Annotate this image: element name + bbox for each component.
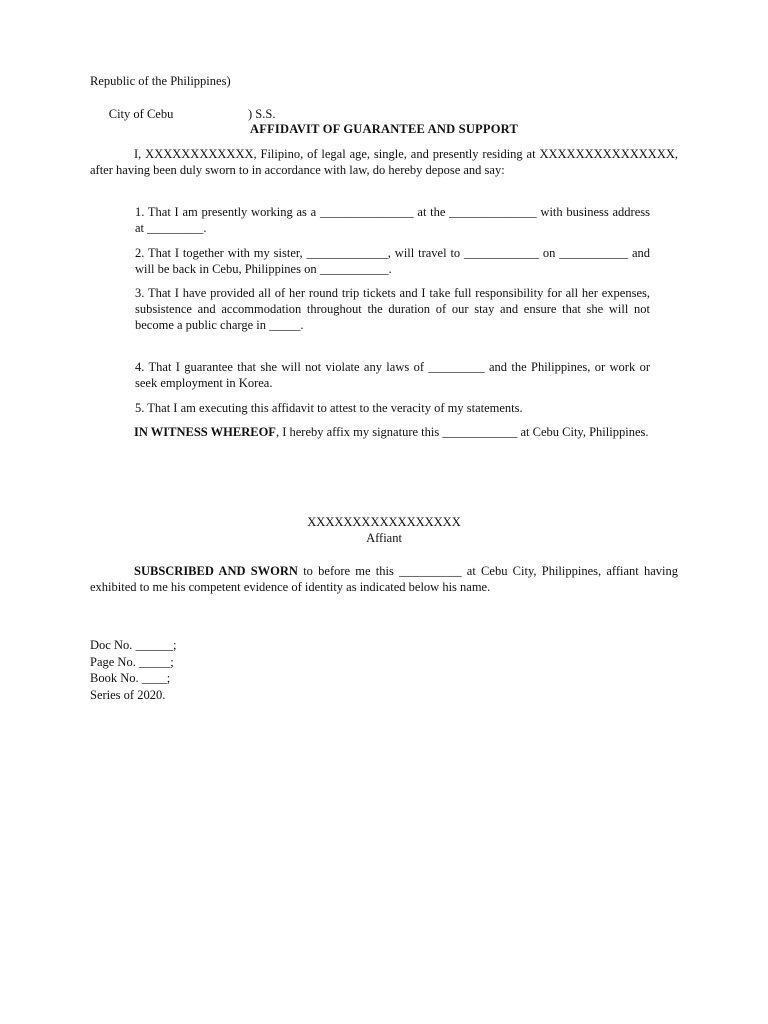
witness-paragraph — [90, 424, 678, 440]
document-title: AFFIDAVIT OF GUARANTEE AND SUPPORT — [250, 122, 518, 136]
statement-item-3: 3. That I have provided all of her round trip tickets and I take full responsibility for all her expenses, subsistence and accommodation throughout the duration of our stay and ensure that she will not become a public charge in _____. — [135, 286, 650, 332]
witness-heading: IN WITNESS WHEREOF — [134, 425, 276, 439]
notary-register-block — [90, 637, 390, 703]
venue-ss: ) S.S. — [248, 107, 276, 121]
venue-city: City of Cebu — [108, 107, 174, 121]
venue-republic: Republic of the Philippines) — [90, 74, 231, 88]
affiant-name: XXXXXXXXXXXXXXXXX — [307, 515, 461, 529]
statement-item-1: 1. That I am presently working as a _______________ at the ______________ with business address at _________. — [135, 205, 650, 235]
venue-block — [90, 73, 390, 121]
notary-page-no: Page No. _____; — [90, 654, 174, 669]
notary-series: Series of 2020. — [90, 687, 166, 702]
statement-item-4: 4. That I guarantee that she will not violate any laws of _________ and the Philippines, or work or seek employment in Korea. — [135, 360, 650, 390]
jurat-heading: SUBSCRIBED AND SWORN — [134, 564, 298, 578]
notary-doc-no: Doc No. ______; — [90, 638, 177, 652]
statement-item-2: 2. That I together with my sister, _____________, will travel to ____________ on ___________ and will be back in Cebu, Philippines on ___________. — [135, 246, 650, 276]
jurat-paragraph — [90, 563, 678, 595]
venue-city-line — [90, 90, 390, 121]
witness-text: , I hereby affix my signature this ____________ at Cebu City, Philippines. — [275, 425, 649, 439]
affiant-label: Affiant — [366, 531, 402, 545]
intro-paragraph: I, XXXXXXXXXXXX, Filipino, of legal age, single, and presently residing at XXXXXXXXXXXXXXX, after having been duly sworn to in accordance with law, do hereby depose and say: — [90, 147, 678, 177]
jurat-text: to before me this __________ at Cebu City, Philippines, affiant having exhibited to me his competent evidence of identity as indicated below his name. — [90, 564, 678, 594]
statement-item-5: 5. That I am executing this affidavit to attest to the veracity of my statements. — [135, 401, 523, 415]
notary-book-no: Book No. ____; — [90, 671, 171, 686]
